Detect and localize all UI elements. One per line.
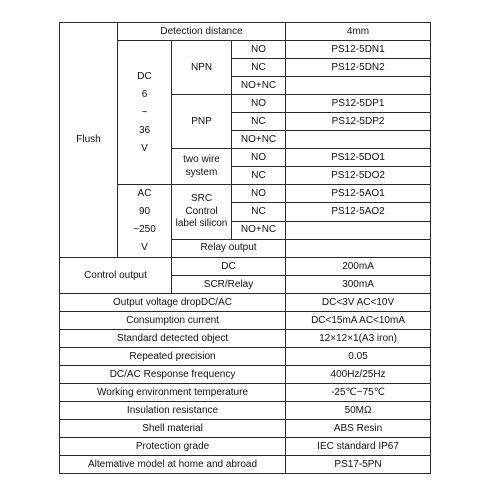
spec-label: Repeated precision — [60, 348, 286, 366]
table-row-spec — [60, 366, 431, 384]
dc-voltage-cell — [118, 41, 172, 185]
control-output-scr-label: SCR/Relay — [172, 276, 286, 294]
spec-label: Shell material — [60, 420, 286, 438]
model-number: PS12-5DO2 — [286, 167, 431, 185]
pnp-label: PNP — [172, 95, 232, 149]
detection-distance-value: 4mm — [286, 23, 431, 41]
relay-output-label: Relay output — [172, 239, 286, 257]
spec-label: DC/AC Response frequency — [60, 366, 286, 384]
contact-type: NC — [232, 113, 286, 131]
contact-type: NO — [232, 149, 286, 167]
table-row-spec — [60, 384, 431, 402]
dc-unit: V — [141, 142, 148, 154]
table-row-spec — [60, 456, 431, 474]
contact-type: NC — [232, 59, 286, 77]
contact-type: NO+NC — [232, 131, 286, 149]
contact-type: NC — [232, 203, 286, 221]
control-output-dc-label: DC — [172, 258, 286, 276]
ac-unit: V — [141, 242, 148, 253]
table-row-spec — [60, 330, 431, 348]
ac-label: AC — [137, 188, 152, 199]
spec-label: Output voltage dropDC/AC — [60, 294, 286, 312]
spec-value: PS17-5PN — [286, 456, 431, 474]
model-number: PS12-5DP2 — [286, 113, 431, 131]
contact-type: NO+NC — [232, 77, 286, 95]
control-output-label: Control output — [60, 258, 172, 294]
spec-label: Working environment temperature — [60, 384, 286, 402]
two-wire-line-1: two wire — [183, 154, 220, 165]
spec-value: 400Hz/25Hz — [286, 366, 431, 384]
model-number: PS12-5AO1 — [286, 185, 431, 203]
table-row-spec — [60, 348, 431, 366]
dc-range-sign: ~ — [141, 106, 148, 118]
spec-value: -25℃~75℃ — [286, 384, 431, 402]
spec-value: 12×12×1(A3 iron) — [286, 330, 431, 348]
contact-type: NO — [232, 185, 286, 203]
src-label — [172, 185, 232, 240]
src-line-1: SRC — [190, 193, 213, 205]
model-number — [286, 131, 431, 149]
two-wire-line-2: system — [185, 166, 218, 178]
dc-label: DC — [137, 70, 152, 82]
src-line-3: label silicon — [175, 218, 228, 230]
ac-min-voltage: 90 — [138, 206, 151, 217]
table-row-detection-distance — [60, 23, 431, 41]
spec-label: Protection grade — [60, 438, 286, 456]
table-row-spec — [60, 420, 431, 438]
table-row-spec — [60, 312, 431, 330]
npn-label: NPN — [172, 41, 232, 95]
flush-cell: Flush — [60, 23, 118, 258]
model-number — [286, 221, 431, 239]
two-wire-label — [172, 149, 232, 185]
spec-value: IEC standard IP67 — [286, 438, 431, 456]
spec-label: Consumption current — [60, 312, 286, 330]
dc-max-voltage: 36 — [138, 124, 151, 136]
detection-distance-label: Detection distance — [118, 23, 286, 41]
contact-type: NO+NC — [232, 221, 286, 239]
contact-type: NO — [232, 41, 286, 59]
relay-output-value — [286, 239, 431, 257]
model-number: PS12-5AO2 — [286, 203, 431, 221]
table-row-spec — [60, 402, 431, 420]
control-output-dc-value: 200mA — [286, 258, 431, 276]
contact-type: NO — [232, 95, 286, 113]
spec-value: DC<3V AC<10V — [286, 294, 431, 312]
dc-min-voltage: 6 — [141, 88, 148, 100]
model-number — [286, 77, 431, 95]
table-row-spec — [60, 438, 431, 456]
model-number: PS12-5DP1 — [286, 95, 431, 113]
model-number: PS12-5DN1 — [286, 41, 431, 59]
spec-value: ABS Resin — [286, 420, 431, 438]
spec-table — [59, 22, 431, 474]
spec-value: DC<15mA AC<10mA — [286, 312, 431, 330]
ac-voltage-cell — [118, 185, 172, 258]
contact-type: NC — [232, 167, 286, 185]
src-line-2: Control — [185, 205, 218, 217]
model-number: PS12-5DO1 — [286, 149, 431, 167]
control-output-scr-value: 300mA — [286, 276, 431, 294]
model-number: PS12-5DN2 — [286, 59, 431, 77]
table-row-control-output-dc — [60, 258, 431, 276]
table-row-spec — [60, 294, 431, 312]
spec-label: Altemative model at home and abroad — [60, 456, 286, 474]
ac-range: ~250 — [133, 224, 156, 235]
spec-label: Insulation resistance — [60, 402, 286, 420]
spec-value: 0.05 — [286, 348, 431, 366]
spec-value: 50MΩ — [286, 402, 431, 420]
spec-label: Standard detected object — [60, 330, 286, 348]
